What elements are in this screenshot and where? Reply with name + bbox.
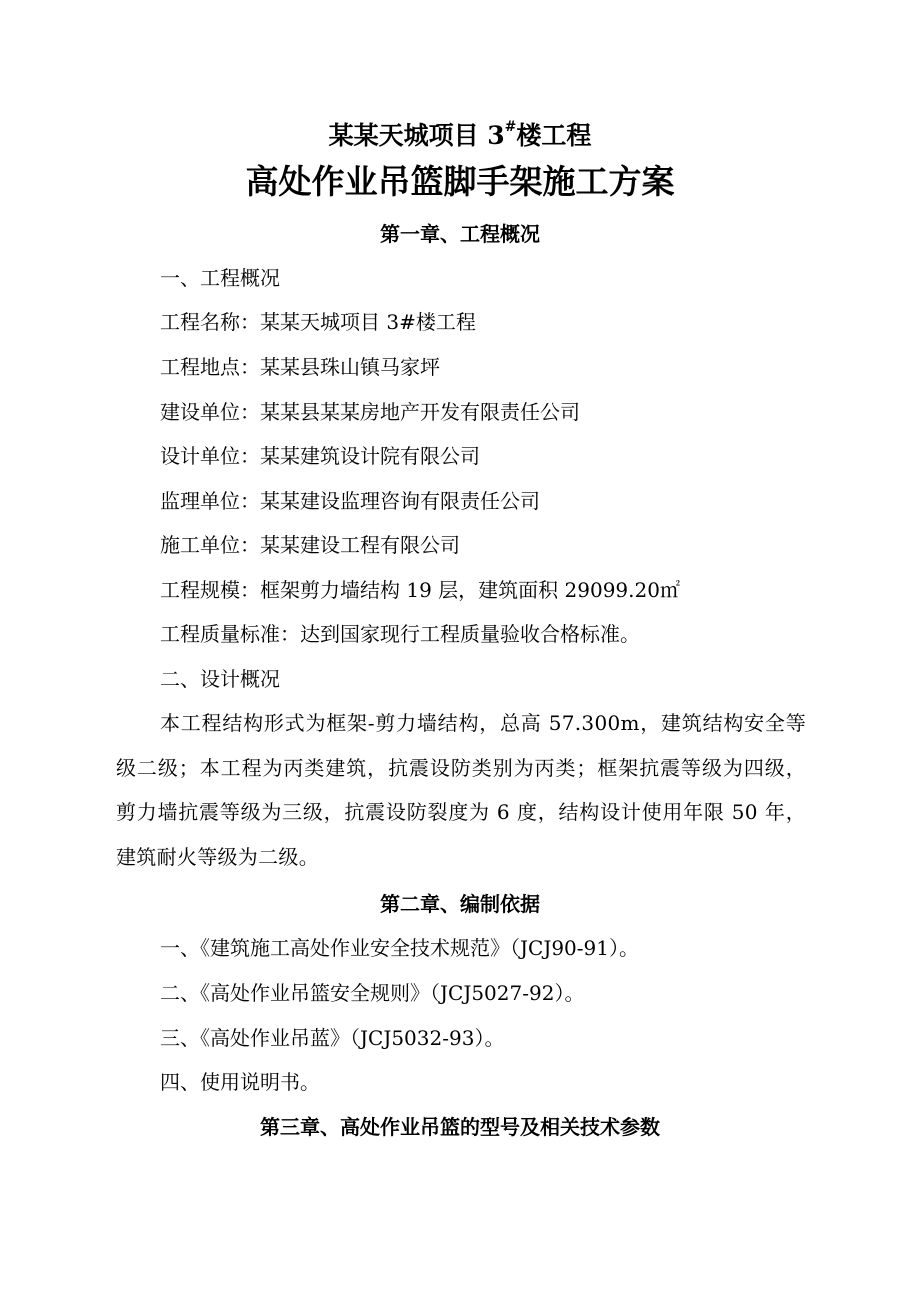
chapter-2-title: 第二章、编制依据 xyxy=(380,892,540,916)
project-name-line: 工程名称：某某天城项目 3#楼工程 xyxy=(160,310,476,334)
chapter-1-title: 第一章、工程概况 xyxy=(380,222,540,246)
contractor-line: 施工单位：某某建设工程有限公司 xyxy=(160,533,460,557)
section-design-heading: 二、设计概况 xyxy=(160,667,280,691)
main-title: 高处作业吊篮脚手架施工方案 xyxy=(245,162,675,201)
basis-item-1: 一、《建筑施工高处作业安全技术规范》（JCJ90-91）。 xyxy=(160,936,639,960)
designer-line: 设计单位：某某建筑设计院有限公司 xyxy=(160,444,480,468)
quality-standard-line: 工程质量标准：达到国家现行工程质量验收合格标准。 xyxy=(160,622,640,646)
project-title-tail: 楼工程 xyxy=(516,121,592,150)
basis-item-4: 四、使用说明书。 xyxy=(160,1070,320,1094)
project-location-line: 工程地点：某某县珠山镇马家坪 xyxy=(160,355,440,379)
basis-item-3: 三、《高处作业吊蓝》（JCJ5032-93）。 xyxy=(160,1026,505,1050)
project-title xyxy=(0,116,920,156)
project-title-text: 某某天城项目 3 xyxy=(328,121,505,150)
design-overview-paragraph: 本工程结构形式为框架-剪力墙结构，总高 57.300m，建筑结构安全等级二级；本工程为丙类建筑，抗震设防类别为丙类；框架抗震等级为四级，剪力墙抗震等级为三级，抗震设防裂度为 6 度，结构设计使用年限 50 年，建筑耐火等级为二级。 xyxy=(116,711,806,869)
project-scale-line: 工程规模：框架剪力墙结构 19 层，建筑面积 29099.20㎡ xyxy=(160,578,680,602)
chapter-3-title: 第三章、高处作业吊篮的型号及相关技术参数 xyxy=(260,1115,660,1139)
supervisor-line: 监理单位：某某建设监理咨询有限责任公司 xyxy=(160,489,540,513)
project-title-sup: # xyxy=(504,119,517,135)
basis-item-2: 二、《高处作业吊篮安全规则》（JCJ5027-92）。 xyxy=(160,981,585,1005)
section-overview-heading: 一、工程概况 xyxy=(160,266,280,290)
developer-line: 建设单位：某某县某某房地产开发有限责任公司 xyxy=(160,400,580,424)
